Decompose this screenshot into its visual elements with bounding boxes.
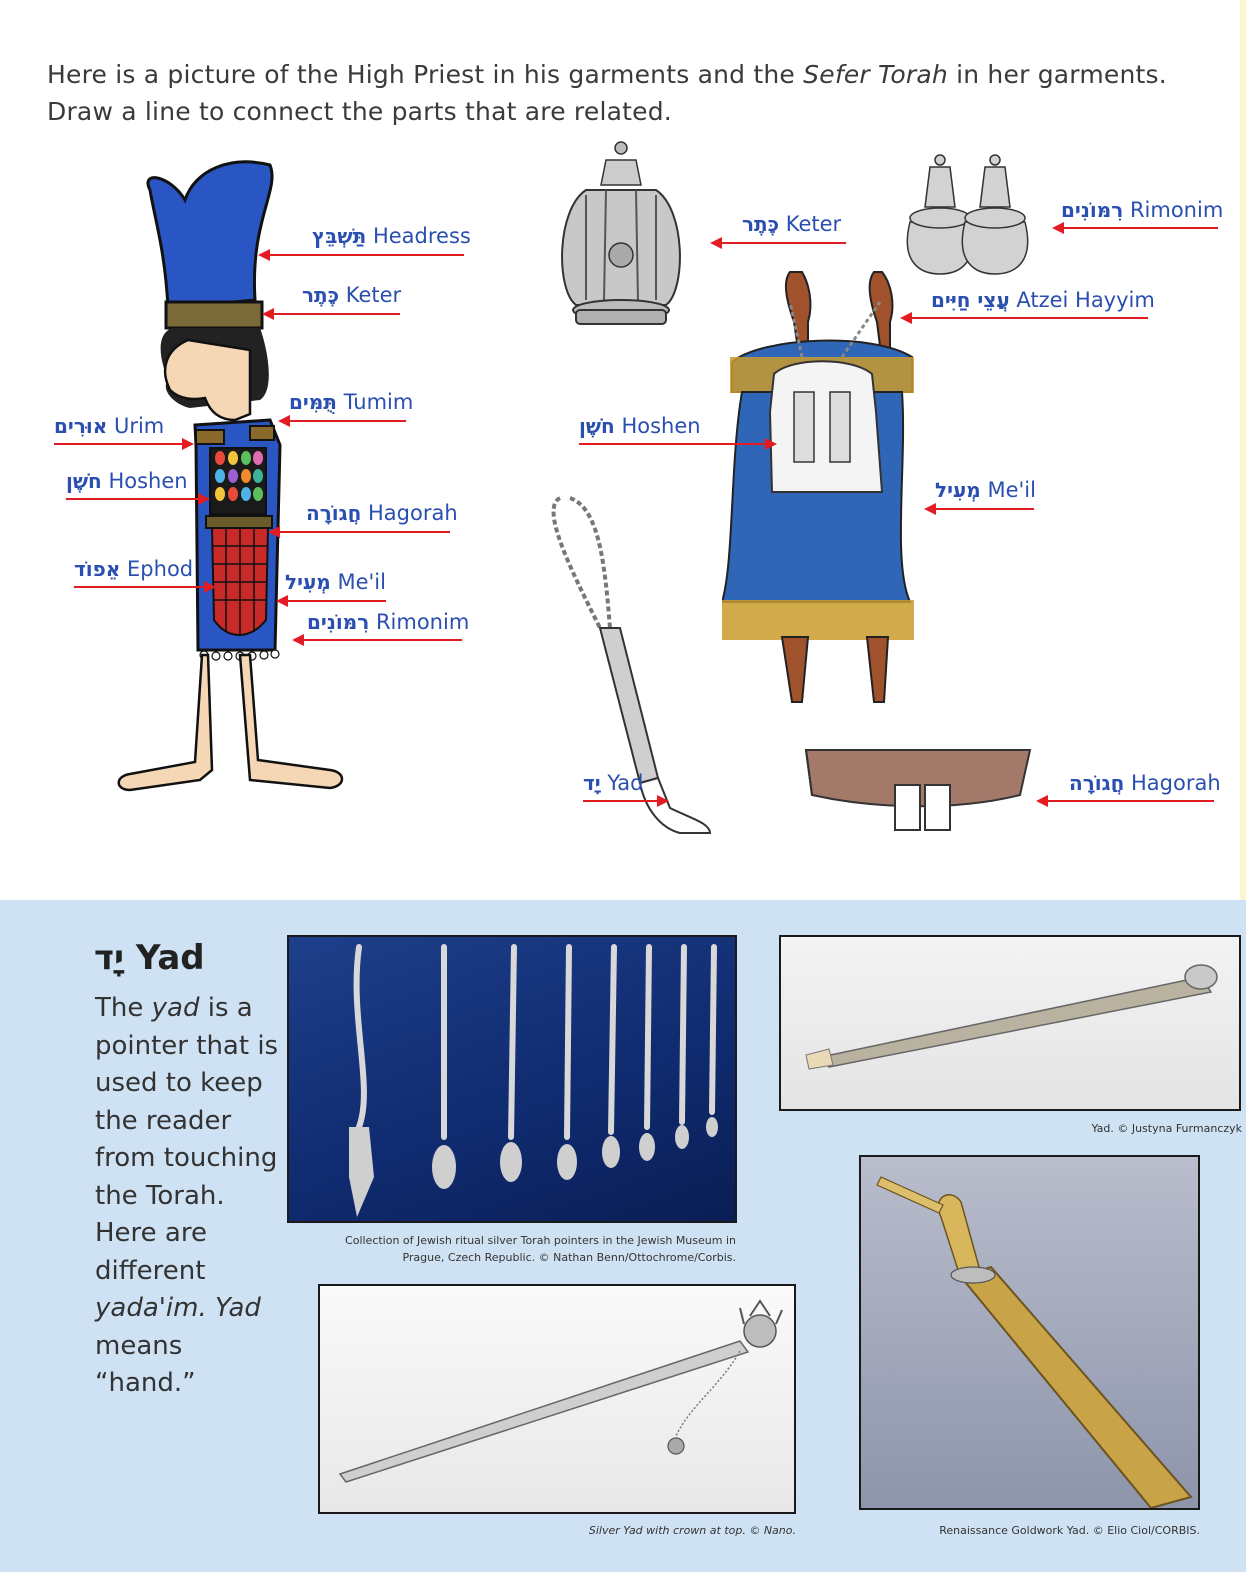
caption-photo4: Renaissance Goldwork Yad. © Elio Ciol/CORBIS.: [939, 1524, 1200, 1537]
priest-arrow-rimonim-head: [292, 634, 304, 646]
torah-arrow-atzei-head: [900, 312, 912, 324]
priest-arrow-tumim-line: [288, 420, 406, 422]
torah-arrow-yad-head: [657, 795, 669, 807]
torah-belt-illustration: [800, 740, 1040, 840]
photo-yad-furmanczyk: [779, 935, 1241, 1111]
torah-arrow-meil-line: [934, 508, 1034, 510]
torah-arrow-meil-head: [924, 503, 936, 515]
priest-arrow-headress-line: [268, 254, 464, 256]
torah-arrow-hoshen-line: [579, 443, 765, 445]
priest-arrow-meil-line: [286, 600, 386, 602]
torah-arrow-atzei-line: [910, 317, 1148, 319]
priest-arrow-urim-head: [182, 438, 194, 450]
priest-arrow-tumim-head: [278, 415, 290, 427]
priest-label-hoshen: חֹשֶׁן Hoshen: [66, 469, 188, 493]
priest-arrow-urim-line: [54, 443, 182, 445]
yad-photo-image: [781, 937, 1239, 1109]
priest-arrow-headress-head: [258, 249, 270, 261]
priest-label-meil: מְעִיל Me'il: [285, 570, 386, 594]
torah-arrow-hagorah-head: [1036, 795, 1048, 807]
intro-line1-italic: Sefer Torah: [803, 60, 948, 89]
torah-label-atzei: עֲצֵי חַיִּים Atzei Hayyim: [931, 288, 1155, 312]
torah-label-keter: כֶּתֶר Keter: [742, 212, 842, 236]
torah-label-rimonim: רִמּוֹנִים Rimonim: [1061, 198, 1224, 222]
priest-label-hagorah: חֲגוֹרָה Hagorah: [306, 501, 458, 525]
photo-renaissance-gold-yad: [859, 1155, 1200, 1510]
priest-arrow-hagorah-line: [278, 531, 450, 533]
priest-arrow-rimonim-line: [302, 639, 462, 641]
torah-arrow-keter-head: [710, 237, 722, 249]
priest-label-rimonim: רִמּוֹנִים Rimonim: [307, 610, 470, 634]
priest-arrow-keter-head: [262, 308, 274, 320]
yad-section-title: [94, 938, 205, 978]
priest-arrow-ephod-head: [204, 581, 216, 593]
priest-arrow-meil-head: [276, 595, 288, 607]
torah-arrow-rimonim-line: [1062, 227, 1218, 229]
priest-arrow-hoshen-line: [66, 498, 198, 500]
torah-label-meil: מְעִיל Me'il: [935, 478, 1036, 502]
photo-collection-of-pointers: [287, 935, 737, 1223]
priest-arrow-hoshen-head: [198, 493, 210, 505]
torah-label-yad: יָד Yad: [583, 771, 644, 795]
torah-label-hagorah: חֲגוֹרָה Hagorah: [1069, 771, 1221, 795]
intro-line1-a: Here is a picture of the High Priest in his garments and the: [47, 60, 804, 89]
torah-label-hoshen: חֹשֶׁן Hoshen: [579, 414, 701, 438]
caption-photo3: Silver Yad with crown at top. © Nano.: [588, 1524, 796, 1537]
torah-arrow-rimonim-head: [1052, 222, 1064, 234]
intro-instructions: [47, 56, 1197, 130]
torah-crown-illustration: [556, 140, 686, 330]
intro-line2: Draw a line to connect the parts that are related.: [47, 97, 672, 126]
priest-label-headress: תַּשְׁבֵּץ Headress: [312, 224, 471, 248]
priest-arrow-keter-line: [272, 313, 400, 315]
gold-yad-image: [861, 1157, 1198, 1508]
caption-photo2: Yad. © Justyna Furmanczyk: [1091, 1122, 1242, 1135]
priest-arrow-hagorah-head: [268, 526, 280, 538]
torah-arrow-yad-line: [583, 800, 657, 802]
priest-label-urim: אוּרִים Urim: [54, 414, 165, 438]
priest-arrow-ephod-line: [74, 586, 204, 588]
pointer-collection-image: [289, 937, 735, 1221]
yad-description: The yad is a pointer that is used to keep the reader from touching the Torah. Here are different yada'im. Yad means “hand.”: [95, 993, 279, 1398]
torah-arrow-hoshen-head: [765, 438, 777, 450]
yad-title-english: Yad: [135, 938, 205, 978]
priest-label-keter: כֶּתֶר Keter: [302, 283, 402, 307]
priest-label-ephod: אֵפוֹד Ephod: [74, 557, 194, 581]
torah-arrow-hagorah-line: [1046, 800, 1214, 802]
page-edge-rule: [1240, 0, 1246, 900]
torah-scroll-illustration: [722, 262, 922, 732]
intro-line1-b: in her garments.: [947, 60, 1167, 89]
torah-arrow-keter-line: [720, 242, 846, 244]
caption-photo1: Collection of Jewish ritual silver Torah pointers in the Jewish Museum in Prague, Czech Republic. © Nathan Benn/Ottochrome/Corbis.: [345, 1234, 736, 1264]
photo-silver-yad-crown: [318, 1284, 796, 1514]
yad-title-hebrew: יָד: [94, 938, 124, 978]
silver-yad-image: [320, 1286, 794, 1512]
priest-label-tumim: תֻּמִּים Tumim: [289, 390, 414, 414]
